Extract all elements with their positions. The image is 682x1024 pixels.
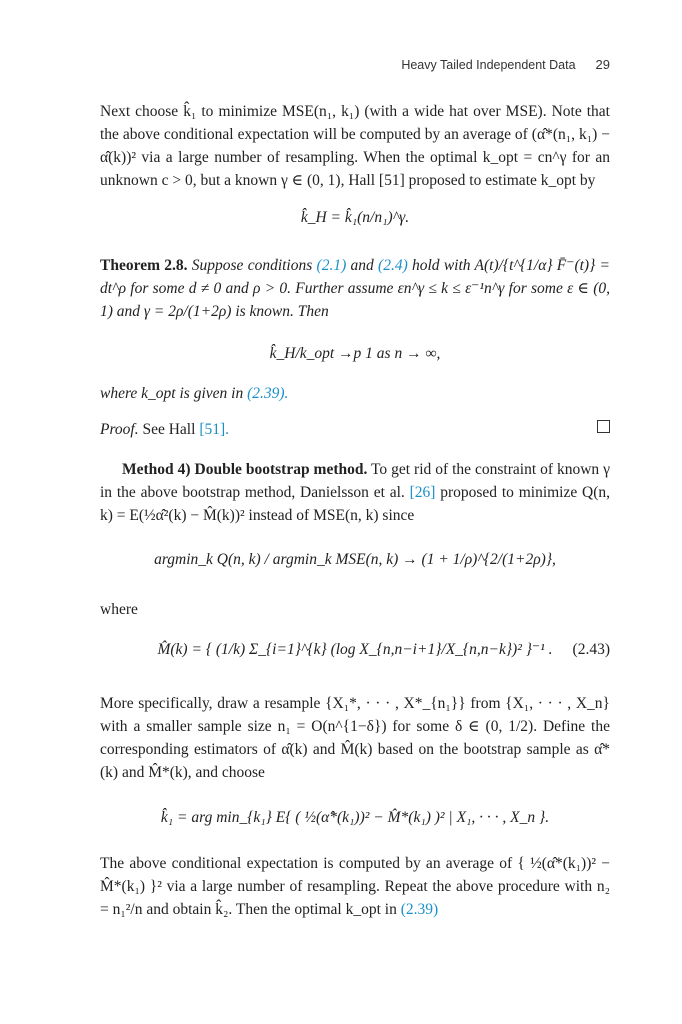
where-word: where xyxy=(100,601,138,618)
proof-label: Proof. xyxy=(100,421,139,438)
ref-51-link[interactable]: [51]. xyxy=(199,421,230,438)
running-header xyxy=(401,57,610,72)
proof-text: See Hall xyxy=(142,421,196,438)
equation-k1: k̂₁ = arg min_{k₁} E{ ( ½(α̂*(k₁))² − M̂*(k₁) )² | X₁, · · · , X_n }. xyxy=(160,809,550,826)
equation-convergence: k̂_H/k_opt →p 1 as n → ∞, xyxy=(269,345,441,362)
ref-2-39-link[interactable]: (2.39). xyxy=(247,385,289,402)
running-title: Heavy Tailed Independent Data xyxy=(401,58,576,72)
equation-number: (2.43) xyxy=(572,641,610,658)
theorem-text-b: and xyxy=(350,257,374,274)
where-kopt-text: where k_opt is given in xyxy=(100,385,244,402)
paragraph-choose-k1 xyxy=(100,100,610,192)
ref-2-1-link[interactable]: (2.1) xyxy=(316,257,347,274)
paragraph-conditional xyxy=(100,852,610,921)
ref-2-39-link[interactable]: (2.39) xyxy=(400,901,439,918)
paragraph-resample xyxy=(100,692,610,784)
equation-M-lhs: M̂(k) = xyxy=(157,641,202,658)
method4-text-b: proposed to minimize Q(n, k) = E(½α̂²(k) − M̂(k))² instead of MSE(n, k) since xyxy=(100,484,611,524)
method4-text-a: To get rid of the constraint of known γ in the above bootstrap method, Danielsson et al. xyxy=(100,461,610,501)
theorem-text-c: hold with A(t)/{t^{1/α} F̄⁻(t)} = dt^ρ for some d ≠ 0 and ρ > 0. Further assume εn^γ ≤ k ≤ ε⁻¹n^γ for some ε ∈ (0, 1) and γ = 2ρ/(1+2ρ) is known. Then xyxy=(100,257,611,320)
equation-M-body: { (1/k) Σ_{i=1}^{k} (log X_{n,n−i+1}/X_{n,n−k})² }⁻¹ . xyxy=(205,641,553,658)
theorem-text-a: Suppose conditions xyxy=(191,257,313,274)
paragraph-text: Next choose k̂₁ to minimize MSE(n₁, k₁) (with a wide hat over MSE). Note that the above conditional expectation will be computed by an average of (α̂*(n₁, k₁) − α̂(k))² via a large number of resampling. When the optimal k_opt = cn^γ for an unknown c > 0, but a known γ ∈ (0, 1), Hall [51] proposed to estimate k_opt by xyxy=(100,103,610,189)
proof-line xyxy=(100,418,610,441)
qed-box-icon xyxy=(597,420,610,433)
equation-ratio: argmin_k Q(n, k) / argmin_k MSE(n, k) → (1 + 1/ρ)^{2/(1+2ρ)}, xyxy=(154,551,556,568)
theorem-2-8 xyxy=(100,254,610,323)
ref-26-link[interactable]: [26] xyxy=(409,484,436,501)
paragraph-text: More specifically, draw a resample {X₁*, · · · , X*_{n₁}} from {X₁, · · · , X_n} with a smaller sample size n₁ = O(n^{1−δ}) for some δ ∈ (0, 1/2). Define the corresponding estimators of α̂(k) and M̂(k) based on the bootstrap sample as α̂*(k) and M̂*(k), and choose xyxy=(100,695,610,781)
ref-2-4-link[interactable]: (2.4) xyxy=(378,257,408,274)
equation-2-43 xyxy=(100,638,610,661)
theorem-label: Theorem 2.8. xyxy=(100,257,188,274)
method4-title: Method 4) Double bootstrap method. xyxy=(122,461,368,478)
method4-paragraph xyxy=(100,458,610,527)
paragraph-text: The above conditional expectation is computed by an average of { ½(α̂*(k₁))² − M̂*(k₁) }² via a large number of resampling. Repeat the above procedure with n₂ = n₁²/n and obtain k̂₂. Then the optimal k_opt in xyxy=(100,855,610,918)
page-number: 29 xyxy=(595,57,610,72)
where-kopt-line xyxy=(100,382,610,405)
equation-kH: k̂_H = k̂₁(n/n₁)^γ. xyxy=(300,209,410,226)
